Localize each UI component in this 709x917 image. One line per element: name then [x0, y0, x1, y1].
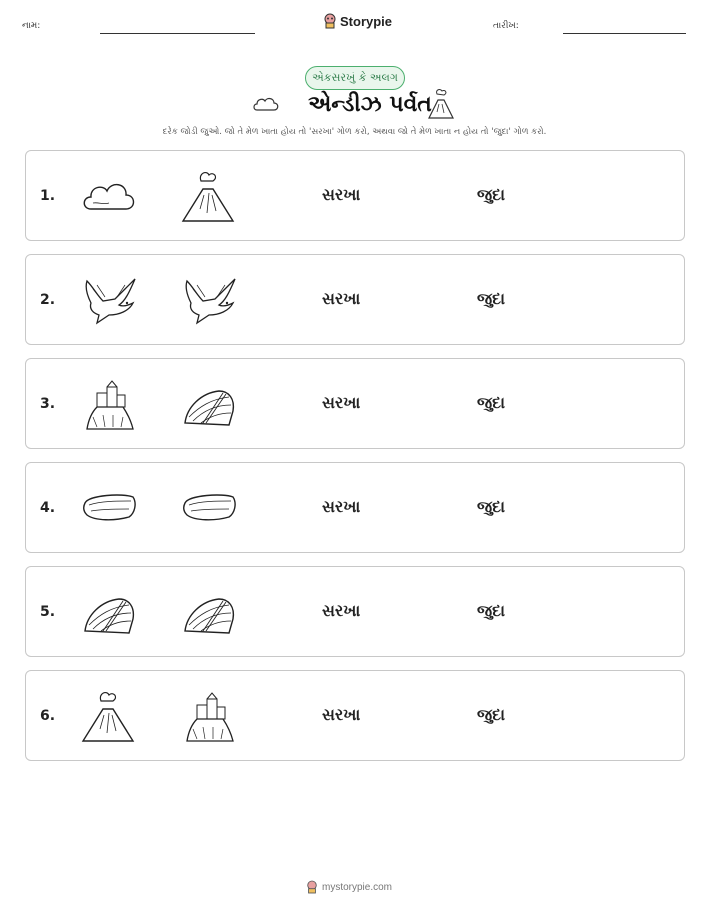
- stone-icon: [179, 481, 239, 536]
- exercise-row: [25, 566, 685, 657]
- cloud-icon: [79, 169, 139, 224]
- storypie-logo-icon: [323, 13, 337, 29]
- footer-url: mystorypie.com: [322, 881, 393, 893]
- name-line: [100, 33, 255, 34]
- date-line: [563, 33, 686, 34]
- same-option[interactable]: સરખા: [322, 289, 361, 308]
- exercise-row: [25, 150, 685, 241]
- terraced-hill-icon: [179, 377, 239, 432]
- exercise-row: [25, 358, 685, 449]
- row-number: 5.: [40, 604, 56, 620]
- hill-town-icon: [179, 689, 239, 744]
- bird-icon: [179, 273, 239, 328]
- bird-icon: [79, 273, 139, 328]
- exercise-row: [25, 670, 685, 761]
- same-option[interactable]: સરખા: [322, 185, 361, 204]
- terraced-hill-icon: [79, 585, 139, 640]
- footer: [0, 880, 709, 900]
- storypie-logo-icon: [306, 880, 318, 894]
- different-option[interactable]: જુદા: [477, 601, 506, 620]
- volcano-icon: [79, 689, 139, 744]
- different-option[interactable]: જુદા: [477, 185, 506, 204]
- terraced-hill-icon: [179, 585, 239, 640]
- row-number: 4.: [40, 500, 56, 516]
- same-option[interactable]: સરખા: [322, 393, 361, 412]
- exercise-row: [25, 254, 685, 345]
- worksheet-header: [0, 0, 709, 44]
- title-row: [0, 88, 709, 122]
- different-option[interactable]: જુદા: [477, 393, 506, 412]
- different-option[interactable]: જુદા: [477, 497, 506, 516]
- row-number: 3.: [40, 396, 56, 412]
- exercise-row: [25, 462, 685, 553]
- volcano-icon: [427, 88, 455, 120]
- name-label: નામ:: [22, 21, 41, 31]
- row-number: 6.: [40, 708, 56, 724]
- row-number: 2.: [40, 292, 56, 308]
- same-option[interactable]: સરખા: [322, 497, 361, 516]
- date-label: તારીખ:: [493, 21, 519, 31]
- brand-name: Storypie: [340, 13, 393, 29]
- page-title: એન્ડીઝ પર્વત: [308, 92, 432, 117]
- hill-town-icon: [79, 377, 139, 432]
- stone-icon: [79, 481, 139, 536]
- worksheet-type-badge: એકસરખું કે અલગ: [305, 66, 405, 90]
- different-option[interactable]: જુદા: [477, 289, 506, 308]
- volcano-icon: [179, 169, 239, 224]
- cloud-icon: [252, 94, 280, 114]
- different-option[interactable]: જુદા: [477, 705, 506, 724]
- instructions: દરેક જોડી જુઓ. જો તે મેળ ખાતા હોય તો 'સરખા' ગોળ કરો, અથવા જો તે મેળ ખાતા ન હોય તો 'જુદા' ગોળ કરો.: [162, 127, 547, 137]
- same-option[interactable]: સરખા: [322, 601, 361, 620]
- row-number: 1.: [40, 188, 56, 204]
- brand: [323, 13, 392, 29]
- exercise-list: [25, 150, 685, 774]
- same-option[interactable]: સરખા: [322, 705, 361, 724]
